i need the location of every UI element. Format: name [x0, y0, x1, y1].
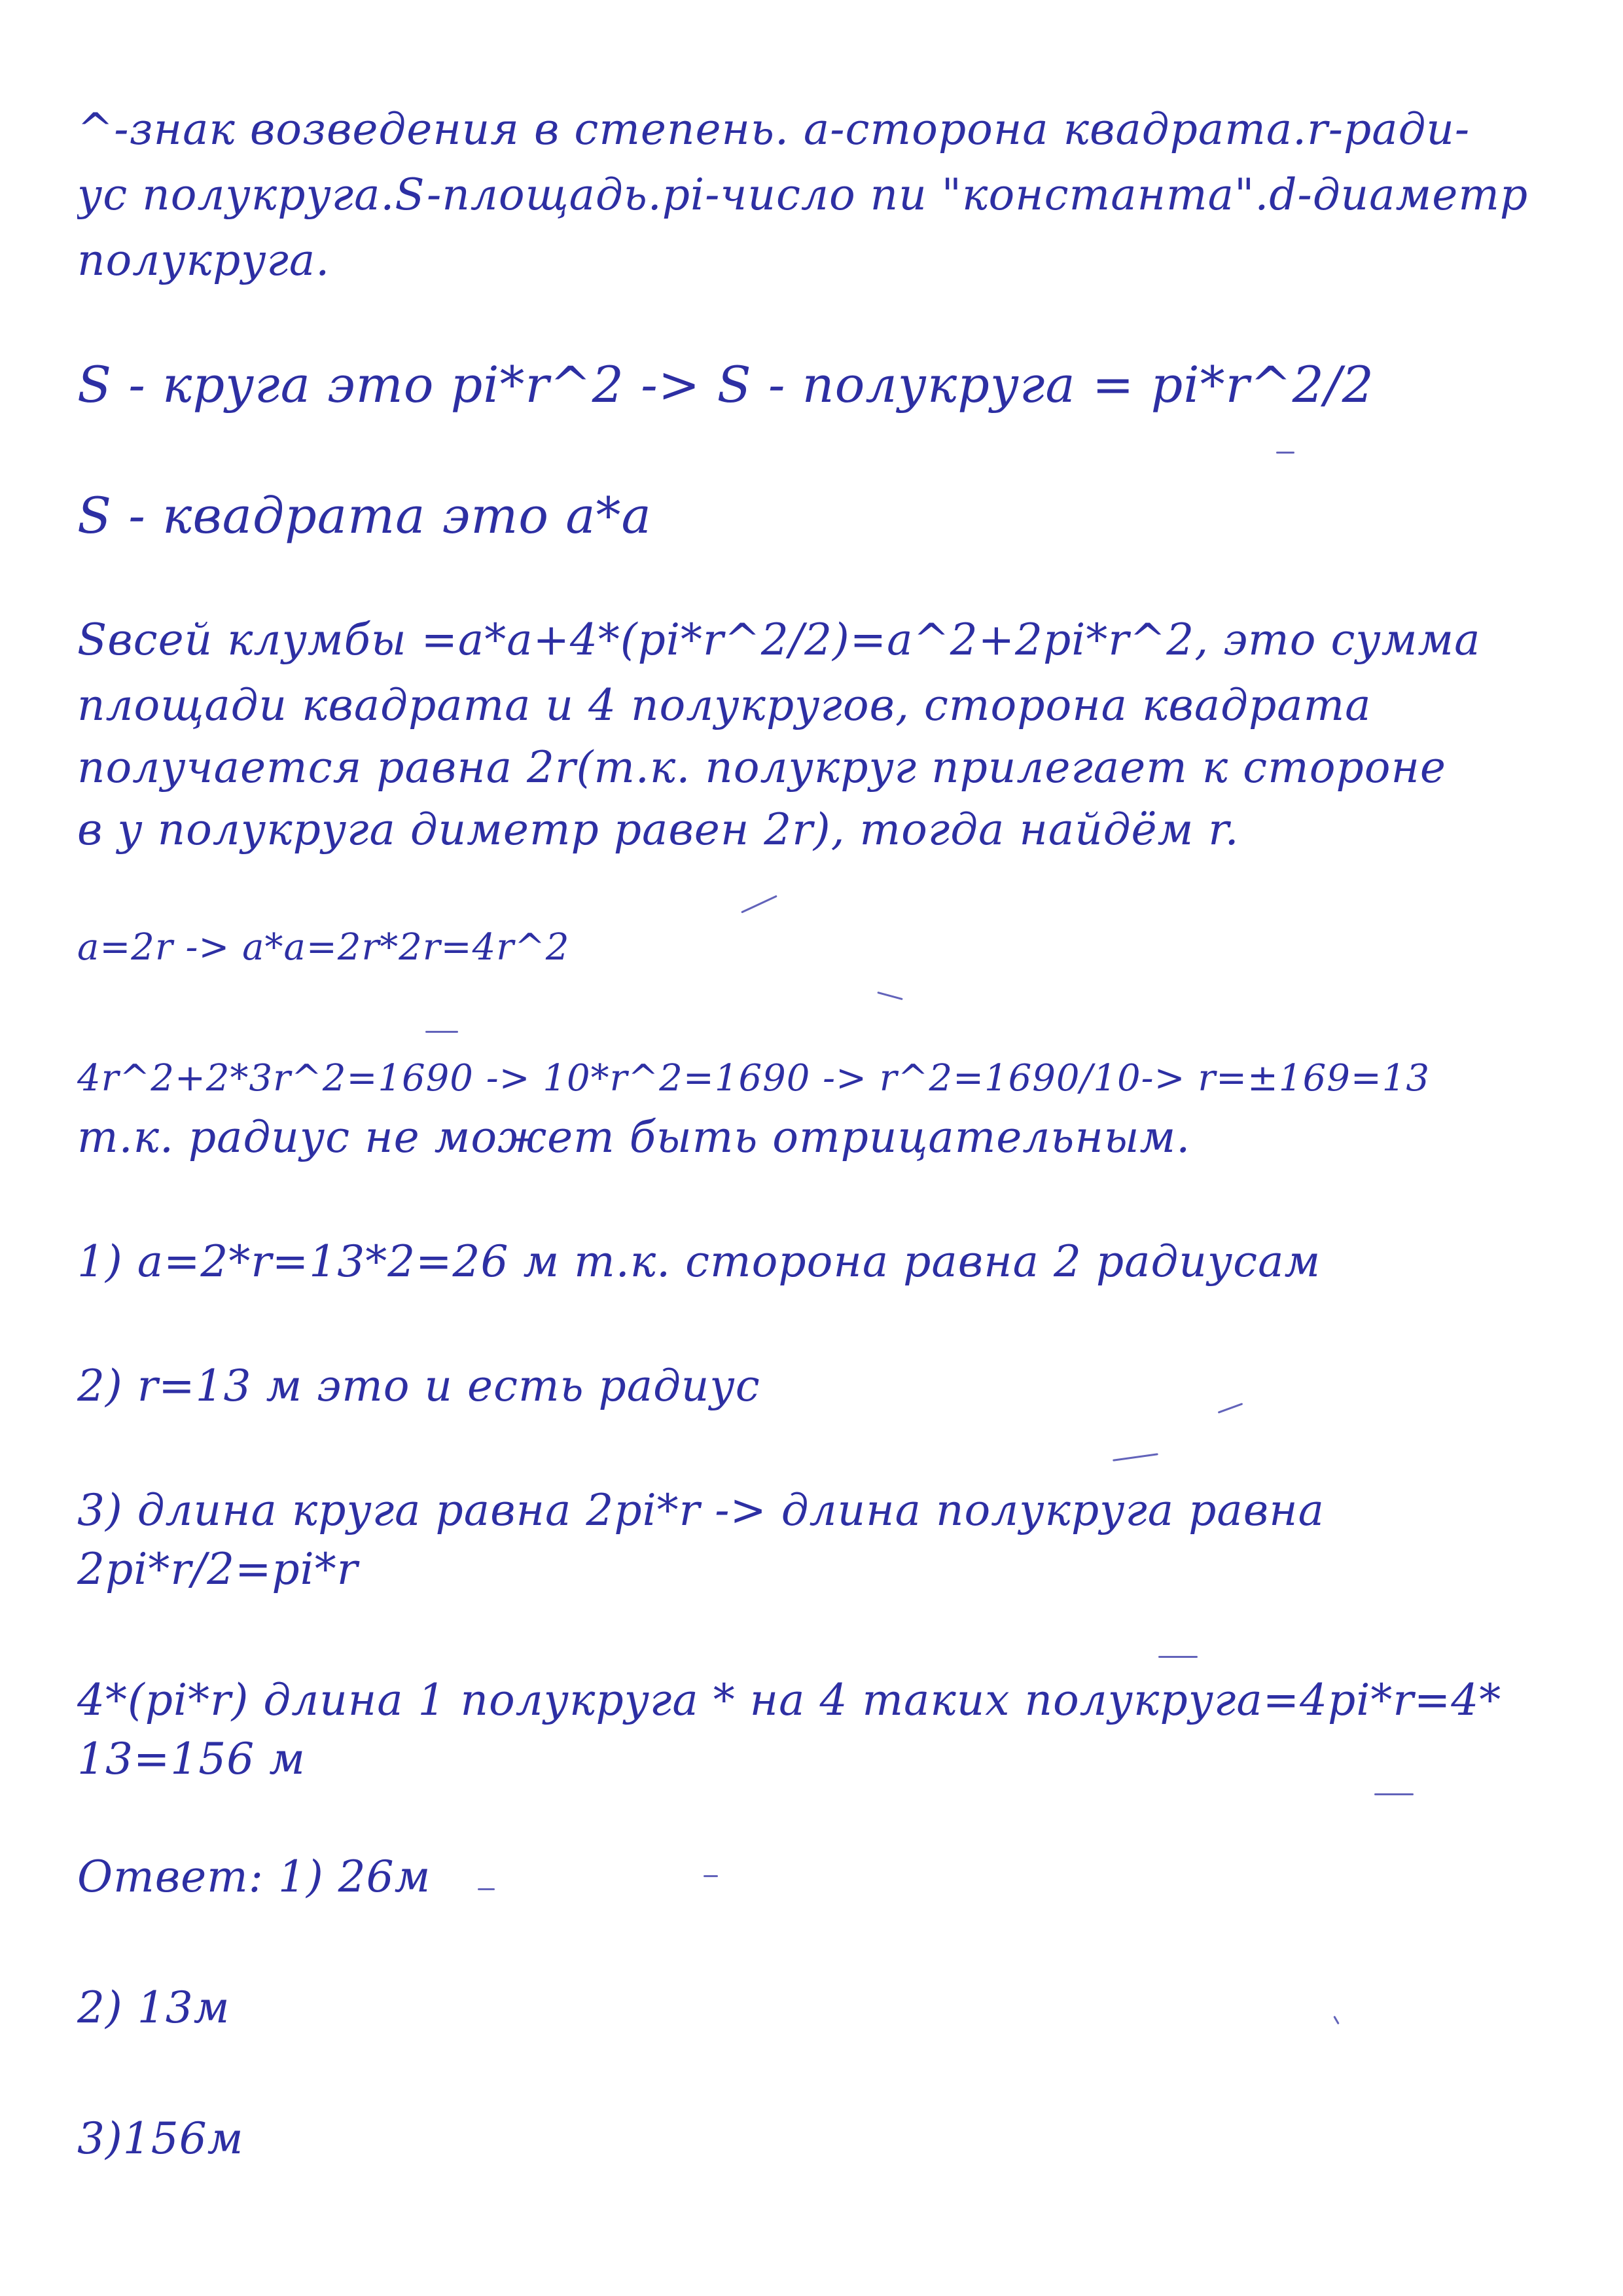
- note-line: 1) a=2*r=13*2=26 м т.к. сторона равна 2 радиусам: [77, 1236, 1321, 1287]
- note-line: полукруга.: [77, 235, 330, 285]
- pen-mark: [1374, 1793, 1414, 1795]
- note-line: 2) 13м: [77, 1982, 230, 2033]
- note-line: получается равна 2r(т.к. полукруг прилегает к стороне: [77, 742, 1446, 793]
- pen-mark: [1276, 452, 1294, 454]
- note-line: Ответ: 1) 26м: [77, 1852, 431, 1902]
- pen-mark: [704, 1875, 718, 1877]
- note-line: 2) r=13 м это и есть радиус: [77, 1361, 760, 1411]
- note-line: ^-знак возведения в степень. a-сторона квадрата.r-ради-: [77, 104, 1471, 154]
- note-line: т.к. радиус не может быть отрицательным.: [77, 1112, 1191, 1162]
- note-line: 4r^2+2*3r^2=1690 -> 10*r^2=1690 -> r^2=1690/10-> r=±169=13: [77, 1057, 1430, 1100]
- note-line: в у полукруга диметр равен 2r), тогда найдём r.: [77, 804, 1240, 855]
- note-line: a=2r -> a*a=2r*2r=4r^2: [77, 926, 570, 969]
- note-line: площади квадрата и 4 полукругов, сторона квадрата: [77, 680, 1372, 730]
- pen-mark: [1113, 1453, 1158, 1462]
- note-line: 2pi*r/2=pi*r: [77, 1544, 359, 1594]
- note-line: 3)156м: [77, 2113, 244, 2164]
- pen-mark: [741, 895, 777, 913]
- note-line: S - квадрата это a*a: [77, 486, 652, 545]
- note-line: ус полукруга.S-площадь.pi-число пи "константа".d-диаметр: [77, 170, 1529, 220]
- pen-mark: [877, 992, 902, 1000]
- note-line: 3) длина круга равна 2pi*r -> длина полукруга равна: [77, 1485, 1325, 1535]
- note-line: 4*(pi*r) длина 1 полукруга * на 4 таких полукруга=4pi*r=4*: [77, 1675, 1502, 1725]
- pen-mark: [1158, 1656, 1198, 1658]
- pen-mark: [478, 1888, 495, 1890]
- note-line: Sвсей клумбы =a*a+4*(pi*r^2/2)=a^2+2pi*r^2, это сумма: [77, 615, 1481, 665]
- pen-mark: [425, 1031, 458, 1033]
- note-line: S - круга это pi*r^2 -> S - полукруга = pi*r^2/2: [77, 355, 1374, 414]
- note-line: 13=156 м: [77, 1734, 306, 1784]
